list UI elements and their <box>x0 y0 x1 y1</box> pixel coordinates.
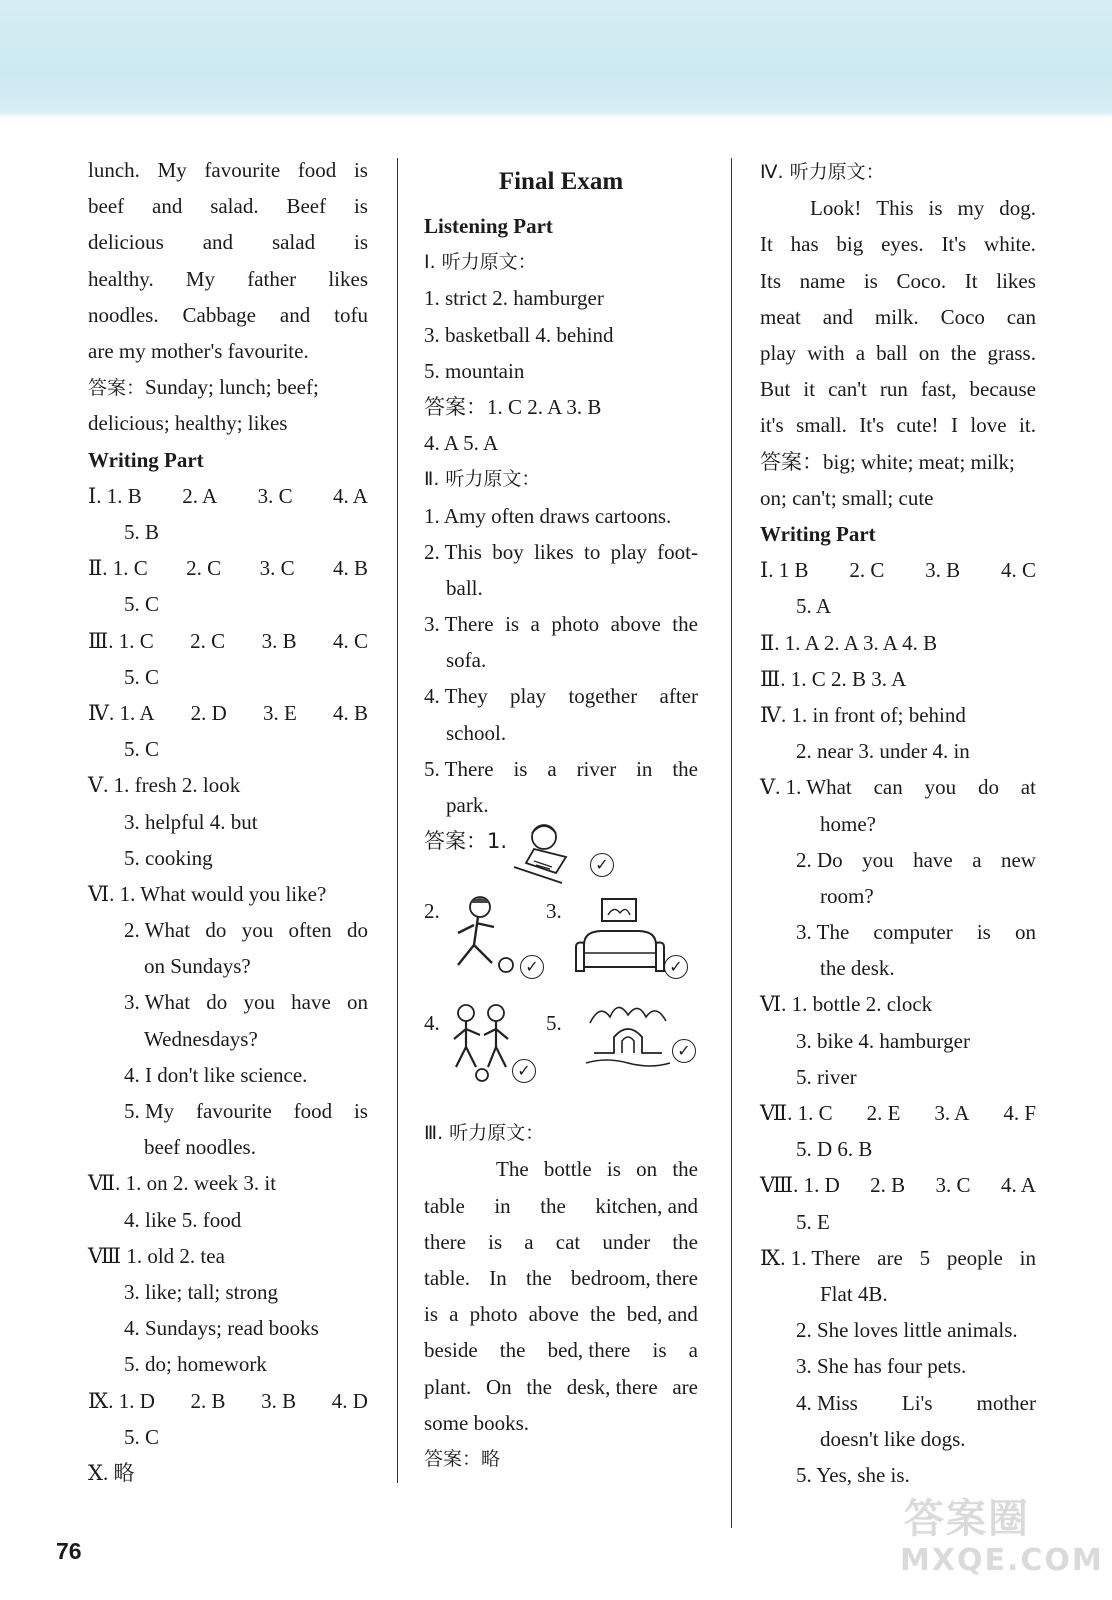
text-line: delicious and salad is <box>88 230 368 255</box>
subsection-heading: Ⅰ. 听力原文： <box>424 251 537 274</box>
answer-line: Ⅰ. 1. B 2. A 3. C 4. A <box>88 483 368 508</box>
text-line: lunch. My favourite food is <box>88 158 368 182</box>
answer-label: 3. <box>546 899 562 924</box>
text-line: 2. This boy likes to play foot- <box>424 539 698 564</box>
answer-line: on; can't; small; cute <box>760 485 934 510</box>
check-mark-icon: ✓ <box>590 853 614 877</box>
answer-line: Ⅷ 1. old 2. tea <box>88 1243 225 1268</box>
page-title: Final Exam <box>498 168 624 195</box>
text-line: it's small. It's cute! I love it. <box>760 413 1036 438</box>
answer-line: 4. Miss Li's mother <box>796 1390 1036 1415</box>
answer-line: Ⅸ. 1. There are 5 people in <box>760 1245 1036 1270</box>
answer-line: Ⅳ. 1. A 2. D 3. E 4. B <box>88 700 368 725</box>
page-number: 76 <box>56 1538 82 1564</box>
answer-line: 答案：Sunday; lunch; beef; <box>88 375 319 400</box>
watermark-text-bottom: MXQE.COM <box>900 1543 1104 1578</box>
answer-label: 2. <box>424 899 440 924</box>
section-heading: Writing Part <box>760 521 876 546</box>
answer-line: home? <box>820 811 876 836</box>
column-2 <box>424 156 698 1477</box>
picture-answer-row-3 <box>424 1005 698 1115</box>
text-line: some books. <box>424 1410 529 1435</box>
text-line: 5. mountain <box>424 358 525 383</box>
answer-label: 4. <box>424 1011 440 1036</box>
text-line: beside the bed, there is a <box>424 1338 698 1363</box>
answer-line: Ⅲ. 1. C 2. B 3. A <box>760 666 907 691</box>
answer-label: 答案：1. <box>424 829 508 854</box>
check-mark-icon: ✓ <box>672 1039 696 1063</box>
answer-line: Ⅸ. 1. D 2. B 3. B 4. D <box>88 1388 368 1413</box>
answer-line: 3. helpful 4. but <box>124 809 258 834</box>
answer-line: 5. do; homework <box>124 1352 267 1377</box>
text-line: It has big eyes. It's white. <box>760 232 1036 257</box>
text-line: Its name is Coco. It likes <box>760 268 1036 293</box>
answer-line: 3. The computer is on <box>796 920 1036 945</box>
answer-line: doesn't like dogs. <box>820 1426 966 1451</box>
text-line: 3. basketball 4. behind <box>424 322 614 347</box>
check-mark-icon: ✓ <box>664 955 688 979</box>
answer-label: 5. <box>546 1011 562 1036</box>
answer-line: 2. near 3. under 4. in <box>796 739 970 764</box>
text-line: 1. Amy often draws cartoons. <box>424 503 672 528</box>
answer-line: Ⅳ. 1. in front of; behind <box>760 702 966 727</box>
answer-line: beef noodles. <box>144 1135 256 1160</box>
column-divider-right <box>731 158 732 1528</box>
answer-line: on Sundays? <box>144 954 251 979</box>
picture-answer-row-1 <box>424 823 698 893</box>
answer-line: 5. D 6. B <box>796 1137 873 1162</box>
header-banner <box>0 0 1112 118</box>
text-line: 5. There is a river in the <box>424 756 698 781</box>
answer-line: 2. She loves little animals. <box>796 1318 1018 1343</box>
answer-line: 5. B <box>124 519 160 544</box>
answer-line: Ⅱ. 1. C 2. C 3. C 4. B <box>88 556 368 581</box>
text-line: But it can't run fast, because <box>760 377 1036 402</box>
girl-drawing-icon <box>504 817 584 889</box>
answer-line: Ⅶ. 1. C 2. E 3. A 4. F <box>760 1101 1036 1126</box>
answer-line: 2. Do you have a new <box>796 847 1036 872</box>
park-river-icon <box>584 993 672 1073</box>
answer-line: 5. cooking <box>124 845 213 870</box>
answer-line: 5. river <box>796 1064 857 1089</box>
answer-line: 5. C <box>124 592 160 617</box>
picture-answer-row-2 <box>424 893 698 1005</box>
text-line: sofa. <box>446 648 487 673</box>
text-line: park. <box>446 793 489 818</box>
answer-line: 答案：略 <box>424 1448 501 1471</box>
answer-line: Ⅷ. 1. D 2. B 3. C 4. A <box>760 1173 1036 1198</box>
answer-line: 4. I don't like science. <box>124 1062 308 1087</box>
check-mark-icon: ✓ <box>520 955 544 979</box>
answer-line: 5. C <box>124 737 160 762</box>
text-line: table in the kitchen, and <box>424 1193 698 1218</box>
text-line: beef and salad. Beef is <box>88 194 368 219</box>
answer-line: 5. E <box>796 1209 830 1234</box>
watermark-logo <box>896 1487 1104 1587</box>
answer-line: 5. C <box>124 664 160 689</box>
answer-line: 3. She has four pets. <box>796 1354 967 1379</box>
text-line: plant. On the desk, there are <box>424 1374 698 1399</box>
text-line: table. In the bedroom, there <box>424 1266 698 1291</box>
answer-line: Ⅵ. 1. bottle 2. clock <box>760 992 933 1017</box>
answer-line: Ⅰ. 1 B 2. C 3. B 4. C <box>760 558 1036 583</box>
column-1 <box>88 152 368 1491</box>
answer-line: Ⅲ. 1. C 2. C 3. B 4. C <box>88 628 368 653</box>
column-divider-left <box>397 158 398 1483</box>
answer-line: 4. like 5. food <box>124 1207 242 1232</box>
answer-line: delicious; healthy; likes <box>88 411 288 436</box>
answer-line: 3. like; tall; strong <box>124 1280 278 1304</box>
subsection-heading: Ⅳ. 听力原文： <box>760 161 885 183</box>
text-line: noodles. Cabbage and tofu <box>88 302 368 327</box>
text-line: Look! This is my dog. <box>810 196 1036 221</box>
answer-line: Ⅴ. 1. What can you do at <box>760 775 1036 800</box>
text-line: 3. There is a photo above the <box>424 612 698 637</box>
answer-line: 2. What do you often do <box>124 918 368 943</box>
answer-line: 5. My favourite food is <box>124 1099 368 1124</box>
text-line: The bottle is on the <box>496 1157 698 1182</box>
answer-line: Wednesdays? <box>144 1026 258 1051</box>
answer-line: 5. C <box>124 1424 160 1449</box>
sofa-photo-icon <box>572 895 676 981</box>
check-mark-icon: ✓ <box>512 1059 536 1083</box>
subsection-heading: Ⅲ. 听力原文： <box>424 1122 545 1145</box>
text-line: there is a cat under the <box>424 1229 698 1254</box>
section-heading: Listening Part <box>424 214 553 238</box>
text-line: meat and milk. Coco can <box>760 304 1036 329</box>
answer-line: Ⅴ. 1. fresh 2. look <box>88 773 241 798</box>
text-line: healthy. My father likes <box>88 266 368 291</box>
text-line: 1. strict 2. hamburger <box>424 286 604 311</box>
subsection-heading: Ⅱ. 听力原文： <box>424 468 541 491</box>
text-line: is a photo above the bed, and <box>424 1302 698 1327</box>
text-line: are my mother's favourite. <box>88 339 309 364</box>
answer-line: Ⅱ. 1. A 2. A 3. A 4. B <box>760 630 938 655</box>
answer-line: 4. A 5. A <box>424 431 499 456</box>
text-line: 4. They play together after <box>424 684 698 709</box>
answer-line: 4. Sundays; read books <box>124 1316 319 1341</box>
answer-line: room? <box>820 883 874 908</box>
column-3 <box>760 154 1036 1493</box>
text-line: ball. <box>446 575 483 600</box>
answer-line: 答案：1. C 2. A 3. B <box>424 394 602 419</box>
answer-line: Ⅵ. 1. What would you like? <box>88 881 327 906</box>
text-line: play with a ball on the grass. <box>760 341 1036 365</box>
boy-football-icon <box>444 893 524 983</box>
answer-line: Ⅶ. 1. on 2. week 3. it <box>88 1171 277 1196</box>
answer-line: 5. A <box>796 594 832 619</box>
text-line: school. <box>446 720 507 745</box>
answer-line: 答案：big; white; meat; milk; <box>760 449 1015 474</box>
answer-line: 3. What do you have on <box>124 990 368 1015</box>
answer-line: 3. bike 4. hamburger <box>796 1028 970 1053</box>
watermark-text-top: 答案圈 <box>904 1496 1030 1542</box>
answer-line: 5. Yes, she is. <box>796 1462 910 1487</box>
answer-label: 答案： <box>88 377 146 400</box>
answer-line: Ⅹ. 略 <box>88 1460 135 1485</box>
section-heading: Writing Part <box>88 447 204 472</box>
answer-line: Flat 4B. <box>820 1282 888 1307</box>
answer-line: the desk. <box>820 956 895 981</box>
